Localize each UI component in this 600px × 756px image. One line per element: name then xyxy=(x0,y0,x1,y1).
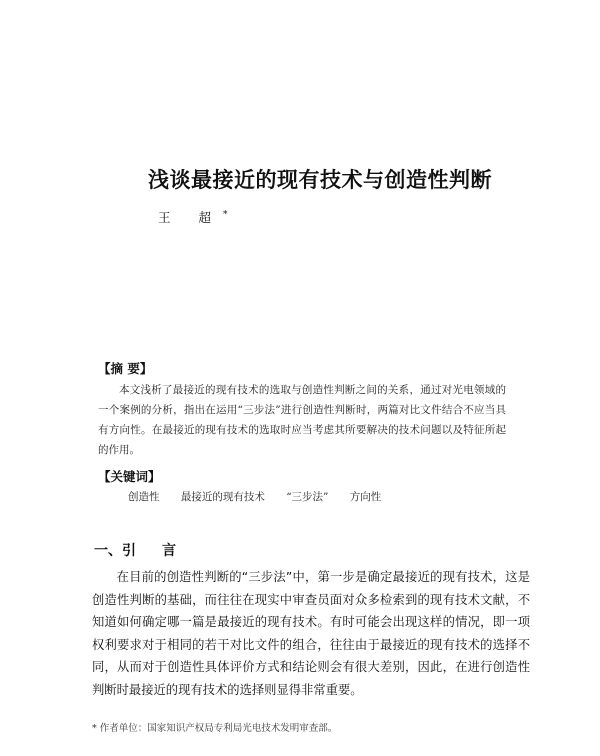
author-footnote-mark: * xyxy=(222,209,228,220)
section-title-char: 引 xyxy=(122,543,136,559)
section-number: 一、 xyxy=(94,543,122,559)
footnote: * 作者单位：国家知识产权局专利局光电技术发明审查部。 xyxy=(92,723,338,734)
abstract-heading: 【摘 要】 xyxy=(98,361,153,376)
paper-title: 浅谈最接近的现有技术与创造性判断 xyxy=(148,168,492,192)
author-name: 王 超 xyxy=(158,210,223,225)
keyword-item: 方向性 xyxy=(349,491,382,503)
keyword-item: 最接近的现有技术 xyxy=(180,491,265,503)
keywords-heading: 【关键词】 xyxy=(98,469,161,484)
keyword-item: “三步法” xyxy=(286,491,329,503)
abstract-text: 本文浅析了最接近的现有技术的选取与创造性判断之间的关系，通过对光电领域的一个案例的分析，指出在运用“三步法”进行创造性判断时，两篇对比文件结合不应当具有方向性。在最接近的现有技术的选取时应当考虑其所要解决的技术问题以及特征所起的作用。 xyxy=(98,384,506,456)
body-paragraph: 在目前的创造性判断的“三步法”中，第一步是确定最接近的现有技术，这是创造性判断的基础，而往往在现实中审查员面对众多检索到的现有技术文献，不知道如何确定哪一篇是最接近的现有技术。有时可能会出现这样的情况，即一项权利要求对于相同的若干对比文件的组合，往往由于最接近的现有技术的选择不同，从而对于创造性具体评价方式和结论则会有很大差别，因此，在进行创造性判断时最接近的现有技术的选择则显得非常重要。 xyxy=(92,570,530,697)
keyword-item: 创造性 xyxy=(128,491,160,503)
section-title-char: 言 xyxy=(162,543,176,559)
author-line xyxy=(158,208,227,226)
keywords-list xyxy=(128,489,399,504)
section-heading xyxy=(94,540,176,560)
